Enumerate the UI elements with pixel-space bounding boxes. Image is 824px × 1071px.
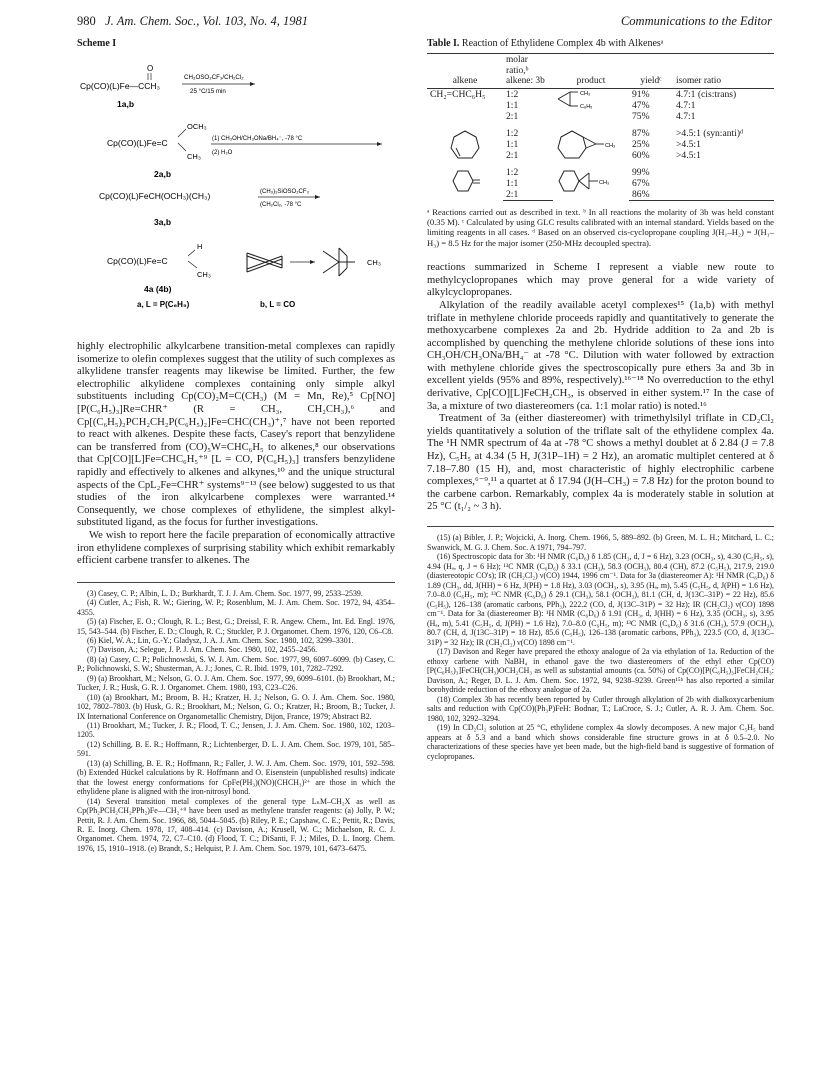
table-cell-isomer: >4.5:1	[676, 149, 701, 161]
product-methylspirooctane	[553, 167, 629, 201]
product-label-ch3: CH₃	[599, 179, 610, 186]
scheme-s3-reag1: (CH₃)₃SiOSO₂CF₃	[260, 189, 309, 195]
product-label-c6h5: C₆H₅	[580, 103, 593, 109]
table-cell-isomer: 4.7:1 (cis:trans)	[676, 88, 737, 100]
table-cell-isomer: 4.7:1	[676, 99, 696, 111]
table-cell-yield: 75%	[632, 110, 650, 122]
scheme-s1-o: O	[147, 64, 154, 73]
reference-item: (5) (a) Fischer, E. O.; Clough, R. L.; Best, G.; Dreissl, F. R. Angew. Chem., Int. Ed. Engl. 1976, 15, 543–544. (b) Fischer, E. D.; Clough, R. C.; Stuckler, P. J. Organomet. Chem. 1976, 120, C6–C8.	[77, 617, 395, 636]
reference-item: (9) (a) Brookhart, M.; Nelson, G. O. J. Am. Chem. Soc. 1977, 99, 6099–6101. (b) Brookhart, M.; Tucker, J. R.; Husk, G. R. J. Organomet. Chem. 1980, 193, C23–C26.	[77, 673, 395, 693]
right-body-paragraph-1: reactions summarized in Scheme I represent a viable new route to methylcyclopropanes which may prove general for a wide variety of alkylcyclopropanes.	[427, 262, 774, 299]
table-cell-yield: 91%	[632, 88, 650, 100]
product-methylbicyclooctane	[553, 128, 629, 167]
reference-item: (10) (a) Brookhart, M.; Broom, B. H.; Kratzer, H. J.; Nelson, G. O. J. Am. Chem. Soc. 1980, 102, 7802–7803. (b) Husk, G. R.; Brookhart, M.; Nelson, G. O.; Kratzer, H.; Broom, B.; Tucker, J. IX International Conference on Organometallic Chemistry, Dijon, France, 1979; Abstract B2.	[77, 692, 395, 721]
alkene-styrene: CH₂=CHC₆H₅	[430, 88, 486, 100]
reference-item: (13) (a) Schilling, B. E. R.; Hoffmann, R.; Faller, J. W. J. Am. Chem. Soc. 1979, 101, 592–598. (b) Extended Hückel calculations by R. Hoffmann and O. Eisenstein (unpublished results) indicate that the lowest energy conformations for CpFe(PH₃)(NO)(CHCH₃)²⁺ are those in which the ethylidene plane is aligned with the iron-nitrosyl bond.	[77, 758, 395, 797]
right-references	[427, 526, 774, 761]
right-body-paragraph-3: Treatment of 3a (either diastereomer) with trimethylsilyl triflate in CD₂Cl₂ yields quantitatively a solution of the triflate salt of the ethylidene complex 4a. The ¹H NMR spectrum of 4a at -78 °C shows a methyl doublet at δ 2.84 (J = 7.8 Hz), C₅H₅ at 4.34 (5 H, J(31P–1H) = 2 Hz), an aromatic multiplet centered at δ 7.18–7.80 (15 H), and, most characteristic of highly electrophilic carbene complexes,⁶⁻⁹,¹¹ a quartet at δ 17.94 (J(H–CH₃) = 7.8 Hz) for the proton bound to the carbene carbon. Remarkably, complex 4a is moderately stable in solution at 25 °C (t₁/₂ ~ 3 h).	[427, 413, 774, 513]
reference-item: (16) Spectroscopic data for 3b: ¹H NMR (C₆D₆) δ 1.85 (CH₃, d, J = 6 Hz), 3.23 (OCH₃, s), 4.30 (C₅H₅, s), 4.94 (Hₐ, q, J = 6 Hz); ¹³C NMR (C₆D₆) δ 33.1 (CH₃), 58.3 (OCH₃), 80.4 (CH), 87.2 (C₅H₅), 217.9, 219.0 (diastereotopic CO's); IR (CH₂Cl₂) ν(CO) 1944, 1996 cm⁻¹. Data for 3a (diastereomer A): ¹H NMR (C₆D₆) δ 1.89 (CH₃, dd, J(HH) = 6 Hz, J(PH) = 1.8 Hz), 3.03 (OCH₃, s), 3.95 (Hₐ, m), 5.45 (C₅H₅, d, J(PH) = 1.6 Hz), 7.0–8.0 (C₆H₅, m); ¹³C NMR (C₆D₆) δ 29.1 (CH₃), 58.1 (OCH₃), 81.1 (CH, d, J(13C–31P) = 22 Hz), 85.6 (C₅H₅), 126–138 (aromatic carbons, PPh₃), 222.2 (CO, d, J(13C–31P) = 32 Hz); IR (CH₂Cl₂) ν(CO) 1898 cm⁻¹. Data for 3a (diastereomer B): ¹H NMR (C₆D₆) δ 1.91 (CH₃, d, J(HH) = 6 Hz), 3.35 (OCH₃, s), 3.95 (Hₐ, m), 5.41 (C₅H₅, d, J(PH) = 1.6 Hz), 7.0–8.0 (C₆H₅, m); ¹³C NMR (C₆D₆) δ 31.6 (CH₃), 57.9 (OCH₃), 80.7 (CH, d, J(13C–31P) = 18 Hz), 85.6 (C₅H₅), 126–138 (aromatic carbons, PPh₃), 223.5 (CO, d, J(13C–31P) = 32 Hz); IR (CH₂Cl₂) ν(CO) 1898 cm⁻¹.	[427, 552, 774, 647]
table-header-yield: yieldᶜ	[629, 54, 673, 89]
alkene-cycloheptene	[427, 128, 503, 167]
page-number: 980	[77, 14, 96, 28]
table-cell-yield: 87%	[632, 127, 650, 139]
table-cell-ratio: 1:1	[506, 177, 519, 189]
left-body-paragraph-1: highly electrophilic alkylcarbene transition-metal complexes can rapidly isomerize to olefin complexes suggest that the utility of such complexes as alkylidene transfer reagents may likewise be limited. Further, the few electrophilic alkylidene complexes containing only simple alkyl substituents including Cp(CO)₂M=C(CH₃) (M = Mn, Re),⁵ Cp[NO][P(C₆H₅)₃]Re=CHR⁺ (R = CH₃, CH₂CH₃),⁶ and Cp[(C₆H₅)₂PCH₂CH₂P(C₆H₅)₂]Fe=CHC(CH₃)⁺,⁷ have not been reported to react with alkenes. Despite these facts, Casey's report that benzylidene can be transferred from (CO)₅W=CHC₆H₅ to alkenes,⁸ our observations that Cp[CO][L]Fe=CHC₆H₅⁺⁹ [L = CO, P(C₆H₅)₃] transfers benzylidene rapidly and effectively to alkenes and alkynes,¹⁰ and the unique structural aspects of the CpL₂Fe=CHR⁺ systems⁹⁻¹³ (see below) suggested to us that studies of the iron alkylcarbene complexes were warranted.¹⁴ Consequently, we chose complexes of ethylidene, the simplest alkyl-substituted ligand, as the focus for further investigations.	[77, 341, 395, 529]
table-footnote: ᵃ Reactions carried out as described in text. ᵇ In all reactions the molarity of 3b was held constant (0.35 M). ᶜ Calculated by using GLC results calibrated with an internal standard. Yields based on the limiting reagents in all cases. ᵈ Based on an observed cis-cyclopropane coupling J(H₁–H₂) = J(H₁–H₃) = 8.5 Hz for the major isomer (250-MHz decoupled spectra).	[427, 206, 774, 248]
scheme-s2-bot: CH₃	[187, 152, 201, 161]
reference-item: (14) Several transition metal complexes of the general type LₙM–CH₂X as well as Cp(Ph₂PCH₂CH₂PPh₂)Fe—CH₂⁺⁹ have been used as methylene transfer reagents: (a) Jolly, P. W.; Pettit, R. J. Am. Chem. Soc. 1966, 88, 5044–5045. (b) Riley, P. E.; Capshaw, C. E.; Pettit, R.; Davis, R. E. Inorg. Chem. 1978, 17, 408–414. (c) Davison, A.; Krusell, W. C.; Michaelson, R. C. J. Organomet. Chem. 1974, 72, C7–C10. (d) Flood, T. C.; DiSanti, F. J.; Miles, D. L. Inorg. Chem. 1976, 15, 1910–1918. (e) Brandt, S.; Helquist, P. J. Am. Chem. Soc. 1979, 101, 6473–6475.	[77, 796, 395, 853]
scheme-s4-legend-a: a, L = P(C₆H₅)	[137, 300, 190, 309]
table-cell-yield: 25%	[632, 138, 650, 150]
table-cell-ratio: 1:1	[506, 138, 519, 150]
reaction-scheme	[77, 51, 395, 313]
scheme-s3-reag2: (CH₂Cl₂, -78 °C	[260, 202, 302, 208]
scheme-s1-reactant: Cp(CO)(L)Fe—CCH₃	[80, 81, 160, 91]
table-header-product: product	[553, 54, 629, 89]
product-label-ch3: CH₃	[580, 90, 591, 97]
table-cell-ratio: 2:1	[506, 110, 519, 122]
scheme-s3-main: Cp(CO)(L)FeCH(OCH₃)(CH₃)	[99, 191, 211, 201]
table-header-isomer: isomer ratio	[673, 54, 774, 89]
reference-item: (18) Complex 3b has recently been reported by Cutler through alkylation of 2b with dialkoxycarbenium salts and reduction with Cp(CO)(Ph₃P)FeH: Bodnar, T.; LaCroce, S. J.; Cutler, A. R. J. Am. Chem. Soc. 1980, 102, 3292–3294.	[427, 694, 774, 723]
left-references	[77, 582, 395, 854]
journal-citation: J. Am. Chem. Soc., Vol. 103, No. 4, 1981	[105, 14, 309, 28]
page-header-left	[77, 14, 308, 29]
isobutylene-structure	[247, 253, 282, 272]
scheme-s1-label: 1a,b	[117, 99, 135, 109]
scheme-s4-h: H	[197, 242, 203, 251]
table-cell-yield: 60%	[632, 149, 650, 161]
reference-item: (8) (a) Casey, C. P.; Polichnowski, S. W. J. Am. Chem. Soc. 1977, 99, 6097–6099. (b) Casey, C. P.; Polichnowski, S. W.; Shusterman, A. J.; Jones, C. R. Ibid. 1979, 101, 7282–7292.	[77, 654, 395, 674]
reference-item: (7) Davison, A.; Selegue, J. P. J. Am. Chem. Soc. 1980, 102, 2455–2456.	[87, 645, 318, 655]
product-phenylmethylcyclopropane	[553, 88, 629, 128]
scheme-s2-main: Cp(CO)(L)Fe=C	[107, 138, 168, 148]
alkene-methylenecyclohexane	[427, 167, 503, 201]
scheme-s4-product-ch3: CH₃	[367, 258, 381, 267]
table-label: Table I.	[427, 38, 460, 49]
table-cell-isomer	[673, 167, 774, 178]
table-cell-yield: 99%	[632, 166, 650, 178]
table-cell-isomer: >4.5:1	[676, 138, 701, 150]
table-row	[427, 88, 774, 100]
scheme-s4-label: 4a (4b)	[144, 284, 172, 294]
scheme-s3-label: 3a,b	[154, 217, 172, 227]
table-title	[427, 38, 774, 49]
section-title: Communications to the Editor	[620, 14, 772, 28]
table-cell-isomer: 4.7:1	[676, 110, 696, 122]
table-cell-ratio: 1:1	[506, 99, 519, 111]
scheme-s4-legend-b: b, L = CO	[260, 300, 296, 309]
reference-item: (4) Cutler, A.; Fish, R. W.; Giering, W. P.; Rosenblum, M. J. Am. Chem. Soc. 1972, 94, 4354–4355.	[77, 598, 395, 617]
methylcyclopropane-product	[323, 248, 355, 276]
scheme-s2-reag1: (1) CH₃OH/CH₃ONa/BH₄⁻, -78 °C	[212, 136, 303, 142]
scheme-title: Scheme I	[77, 38, 117, 49]
reference-item: (12) Schilling, B. E. R.; Hoffmann, R.; Lichtenberger, D. L. J. Am. Chem. Soc. 1979, 101, 585–591.	[77, 739, 395, 759]
reference-item: (11) Brookhart, M.; Tucker, J. R.; Flood, T. C.; Jensen, J. J. Am. Chem. Soc. 1980, 102, 1203–1205.	[77, 721, 395, 740]
table-cell-ratio: 2:1	[503, 189, 553, 201]
reference-separator	[77, 582, 395, 583]
table-cell-yield: 86%	[629, 189, 673, 201]
results-table	[427, 53, 774, 201]
reference-item: (3) Casey, C. P.; Albin, L. D.; Burkhardt, T. J. J. Am. Chem. Soc. 1977, 99, 2533–2539.	[87, 588, 363, 598]
table-cell-yield: 67%	[632, 177, 650, 189]
reference-item: (15) (a) Bibler, J. P.; Wojcicki, A. Inorg. Chem. 1966, 5, 889–892. (b) Green, M. L. H.; Mitchard, L. C.; Swanwick, M. G. J. Chem. Soc. A 1971, 794–797.	[427, 533, 774, 552]
product-label-ch3: CH₃	[605, 142, 616, 149]
left-column	[77, 38, 395, 853]
scheme-s2-top: OCH₃	[187, 122, 207, 131]
right-body-paragraph-2: Alkylation of the readily available acetyl complexes¹⁵ (1a,b) with methyl triflate in methylene chloride proceeds rapidly and quantitatively to generate the methoxycarbene complexes 2a and 2b. Hydride addition to 2a and 2b is accomplished by quenching the methylene chloride solutions of these ions into CH₃OH/CH₃ONa/BH₄⁻ at -78 °C. Dilution with water followed by extraction with methylene chloride gives the spectroscopically pure ethers 3a and 3b in excellent yields (95% and 89%, respectively).¹⁶⁻¹⁸ No overreduction to the ethyl derivative, Cp[CO][L]FeCH₂CH₃, is observed in either system.¹⁷ In the case of 3a, a mixture of two diastereomers (ca. 1:1 molar ratio) is noted.¹⁶	[427, 299, 774, 412]
reference-item: (17) Davison and Reger have prepared the ethoxy analogue of 2a via ethylation of 1a. Reduction of the ethoxy carbene with NaBH₄ in ethanol gave the two diastereomers of the ethyl ether Cp(CO)[P(C₆H₅)₃]FeCH(CH₃)OCH₂CH₃ as well as substantial amounts (ca. 50%) of Cp(CO)[P(C₆H₅)₃]FeCH₂CH₃: Davison, A.; Reger, D. L. J. Am. Chem. Soc. 1972, 94, 9238–9239. Green¹⁵ᵇ has also reported a similar borohydride reduction of the ethoxy analogue of 2a.	[427, 647, 774, 694]
reference-item: (19) In CD₂Cl₂ solution at 25 °C, ethylidene complex 4a slowly decomposes. A new major C₅H₅ band appears at δ 5.3 and a band which shows considerable fine structure grows in at δ 0.5–2.0. No characterizations of these species have yet been made, but the high-field band is suggestive of formation of cyclopropanes.	[427, 723, 774, 761]
scheme-s1-reagent: CH₃OSO₂CF₃/CH₂Cl₂	[184, 74, 244, 81]
table-header-alkene: alkene	[427, 54, 503, 89]
scheme-s1-cond: 25 °C/15 min	[190, 88, 226, 95]
table-cell-isomer: >4.5:1 (syn:anti)ᵈ	[676, 127, 744, 139]
scheme-s2-reag2: (2) H₂O	[212, 150, 233, 156]
scheme-s4-main: Cp(CO)(L)Fe=C	[107, 256, 168, 266]
reference-separator	[427, 526, 774, 527]
right-column	[427, 38, 774, 761]
left-body-paragraph-2: We wish to report here the facile preparation of economically attractive iron ethylidene complexes of surprising stability which exhibit remarkably efficient carbene transfer to alkenes. The	[77, 529, 395, 567]
table-cell-isomer	[673, 189, 774, 201]
table-caption: Reaction of Ethylidene Complex 4b with Alkenesᵃ	[461, 38, 664, 49]
reference-item: (6) Kiel, W. A.; Lin, G.-Y.; Gladysz, J. A. J. Am. Chem. Soc. 1980, 102, 3299–3301.	[87, 635, 354, 645]
table-cell-isomer	[673, 178, 774, 189]
table-row	[427, 167, 774, 178]
scheme-s2-label: 2a,b	[154, 169, 172, 179]
table-cell-yield: 47%	[632, 99, 650, 111]
table-cell-ratio: 1:2	[506, 127, 519, 139]
scheme-s4-ch3: CH₃	[197, 270, 211, 279]
table-cell-ratio: 1:2	[506, 88, 519, 100]
table-cell-ratio: 1:2	[506, 166, 519, 178]
table-row	[427, 128, 774, 139]
table-header-ratio: molar ratio,ᵇ alkene: 3b	[503, 54, 553, 89]
table-cell-ratio: 2:1	[506, 149, 519, 161]
